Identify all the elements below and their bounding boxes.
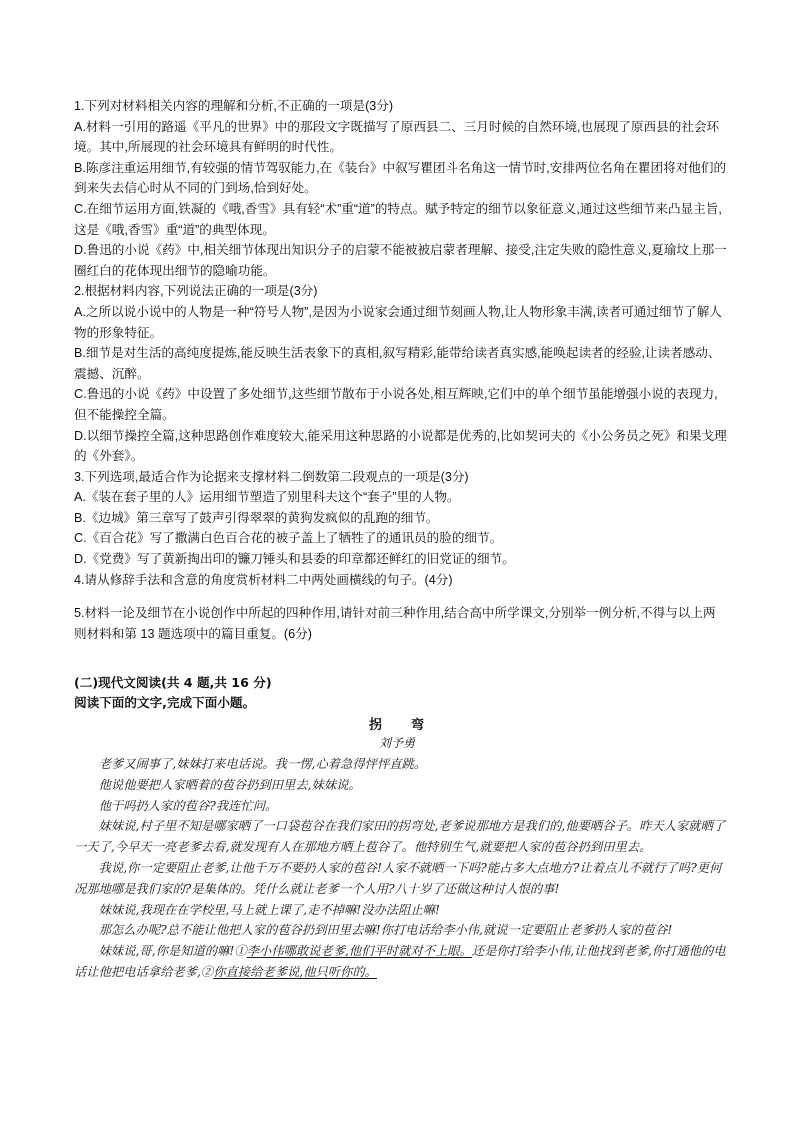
story-paragraph: 那怎么办呢?总不能让他把人家的苞谷扔到田里去嘛!你打电话给李小伟,就说一定要阻止老爹扔人家的苞谷! (98, 923, 673, 938)
question-2-option-b: B.细节是对生活的高纯度提炼,能反映生活表象下的真相,叙写精彩,能带给读者真实感,能唤起读者的经验,让读者感动、震撼、沉醉。 (74, 346, 721, 381)
section-heading-block (74, 673, 734, 713)
story-paragraph-last (74, 941, 726, 983)
question-4-stem: 4.请从修辞手法和含意的角度赏析材料二中两处画横线的句子。(4分) (74, 572, 453, 587)
underlined-sentence-2: 你直接给老爹说,他只听你的。 (213, 964, 377, 979)
question-1-option-d: D.鲁迅的小说《药》中,相关细节体现出知识分子的启蒙不能被被启蒙者理解、接受,注定失败的隐性意义,夏瑜坟上那一圈红白的花体现出细节的隐喻功能。 (74, 243, 727, 278)
question-3-option-b: B.《边城》第三章写了鼓声引得翠翠的黄狗发疯似的乱跑的细节。 (74, 510, 439, 525)
section-heading: (二)现代文阅读(共 4 题,共 16 分) (74, 675, 272, 690)
story-paragraph: 他干吗扔人家的苞谷?我连忙问。 (98, 798, 278, 813)
question-3-option-a: A.《装在套子里的人》运用细节塑造了别里科夫这个“套子”里的人物。 (74, 490, 460, 505)
question-3-option-c: C.《百合花》写了撒满白色百合花的被子盖上了牺牲了的通讯员的脸的细节。 (74, 531, 503, 546)
question-3-stem: 3.下列选项,最适合作为论据来支撑材料二倒数第二段观点的一项是(3分) (74, 469, 469, 484)
section-instruction: 阅读下面的文字,完成下面小题。 (74, 695, 256, 710)
story-text: 还是你打给李小伟,让他找到老爹,你打通他的电话让他把电话拿给老爹,② (74, 944, 726, 979)
story-text: 妹妹说,哥,你是知道的嘛!① (98, 944, 247, 959)
question-2-option-d: D.以细节操控全篇,这种思路创作难度较大,能采用这种思路的小说都是优秀的,比如契诃夫的《小公务员之死》和果戈理的《外套》。 (74, 428, 727, 464)
question-2-option-c: C.鲁迅的小说《药》中设置了多处细节,这些细节散布于小说各处,相互辉映,它们中的单个细节虽能增强小说的表现力,但不能操控全篇。 (74, 387, 718, 422)
story-paragraph: 妹妹说,村子里不知是哪家晒了一口袋苞谷在我们家田的拐弯处,老爹说那地方是我们的,他要晒谷子。昨天人家就晒了一天了,今早天一亮老爹去看,就发现有人在那地方晒上苞谷了。他特别生气,就要把人家的苞谷扔到田里去。 (74, 819, 726, 855)
story-paragraph: 老爹又闹事了,妹妹打来电话说。我一愣,心着急得怦怦直跳。 (98, 757, 427, 771)
spacer (74, 590, 728, 603)
question-2-option-a: A.之所以说小说中的人物是一种“符号人物”,是因为小说家会通过细节刻画人物,让人物形象丰满,读者可通过细节了解人物的形象特征。 (74, 304, 722, 340)
story-paragraph: 我说,你一定要阻止老爹,让他千万不要扔人家的苞谷!人家不就晒一下吗?能占多大点地方?让着点儿不就行了吗?更何况那地哪是我们家的?是集体的。凭什么就让老爹一个人用?八十岁了还做这种讨人恨的事! (74, 860, 722, 896)
question-5-stem: 5.材料一论及细节在小说创作中所起的四种作用,请针对前三种作用,结合高中所学课文,分别举一例分析,不得与以上两则材料和第 13 题选项中的篇目重复。(6分) (74, 606, 716, 641)
questions-block (74, 96, 728, 644)
question-1-option-c: C.在细节运用方面,铁凝的《哦,香雪》具有轻“术”重“道”的特点。赋予特定的细节以象征意义,通过这些细节来凸显主旨,这是《哦,香雪》重“道”的典型体现。 (74, 201, 722, 237)
question-3-option-d: D.《党费》写了黄新掏出印的镰刀锤头和县委的印章都还鲜红的旧党证的细节。 (74, 552, 515, 567)
story-paragraph: 妹妹说,我现在在学校里,马上就上课了,走不掉嘛!没办法阻止嘛! (98, 902, 440, 917)
story-body (74, 754, 726, 983)
story-author: 刘予勇 (378, 736, 415, 750)
story-title: 拐 弯 (368, 718, 425, 733)
story-paragraph: 他说他要把人家晒着的苞谷扔到田里去,妹妹说。 (98, 777, 361, 792)
question-1-option-b: B.陈彦注重运用细节,有较强的情节驾驭能力,在《装台》中叙写瞿团斗名角这一情节时,安排两位名角在瞿团将对他们的到来失去信心时从不同的门到场,恰到好处。 (74, 160, 727, 196)
question-1-stem: 1.下列对材料相关内容的理解和分析,不正确的一项是(3分) (74, 99, 394, 113)
underlined-sentence-1: 李小伟哪敢说老爹,他们平时就对不上眼。 (246, 944, 472, 959)
question-2-stem: 2.根据材料内容,下列说法正确的一项是(3分) (74, 284, 318, 299)
question-1-option-a: A.材料一引用的路遥《平凡的世界》中的那段文字既描写了原西县二、三月时候的自然环境,也展现了原西县的社会环境。其中,所展现的社会环境具有鲜明的时代性。 (74, 119, 720, 155)
